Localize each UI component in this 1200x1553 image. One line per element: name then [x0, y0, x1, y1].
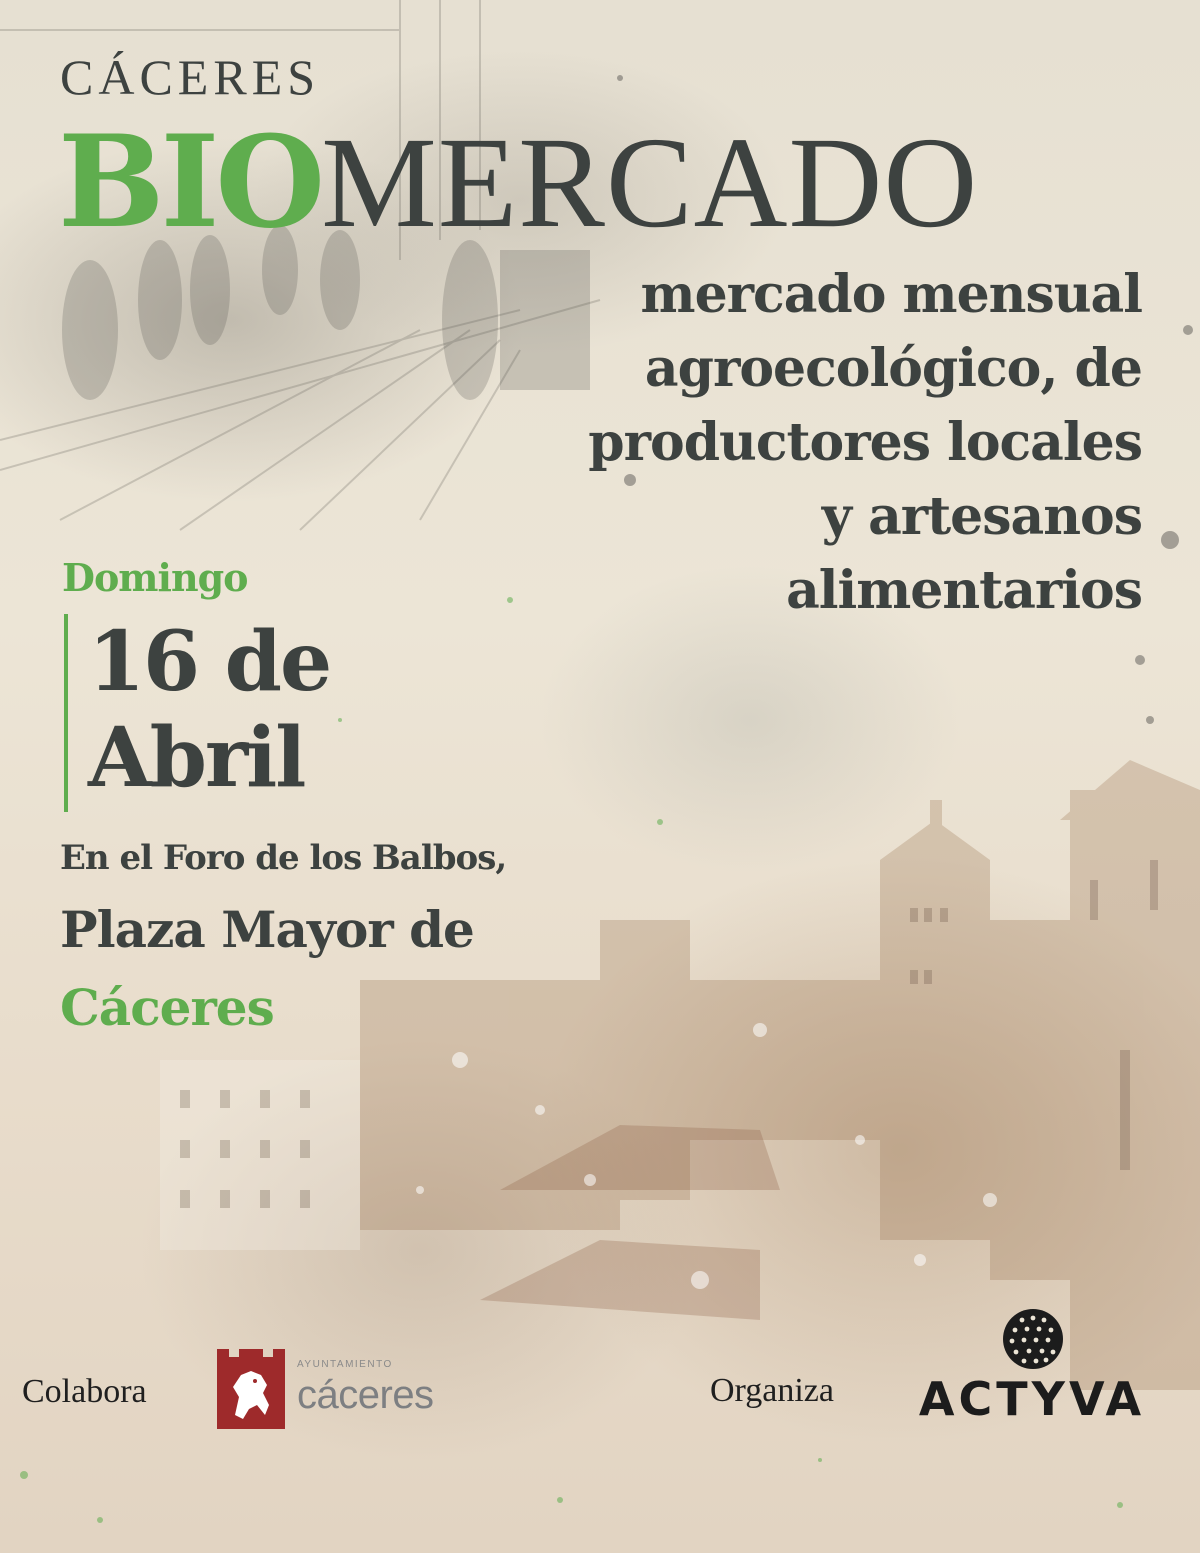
description-line: agroecológico, de — [644, 338, 1142, 399]
event-city: Cáceres — [60, 978, 274, 1037]
poster-title — [58, 108, 979, 256]
actyva-logo — [912, 1308, 1152, 1436]
event-date-line-2: Abril — [88, 710, 305, 806]
collaborator-small-text: AYUNTAMIENTO — [297, 1359, 393, 1370]
description-line: mercado mensual — [640, 264, 1142, 325]
event-date-line-1: 16 de — [88, 614, 331, 710]
ayuntamiento-caceres-logo — [217, 1349, 467, 1429]
event-place: Plaza Mayor de — [60, 900, 474, 959]
event-day: Domingo — [62, 555, 248, 600]
market-description — [502, 258, 1142, 628]
dotted-globe-icon — [1002, 1308, 1064, 1370]
collaborates-label: Colabora — [22, 1373, 147, 1410]
title-bio: BIO — [58, 108, 322, 256]
description-line: productores locales — [588, 412, 1142, 473]
collaborator-name: cáceres — [297, 1373, 434, 1417]
title-mercado: MERCADO — [321, 111, 979, 255]
event-venue: En el Foro de los Balbos, — [60, 838, 507, 878]
event-date — [64, 614, 330, 812]
title-city: CÁCERES — [60, 49, 321, 105]
caceres-shield-icon — [217, 1349, 285, 1429]
organizer-name: ACTYVA — [918, 1372, 1146, 1426]
organizes-label: Organiza — [710, 1372, 834, 1409]
description-line: alimentarios — [786, 560, 1142, 621]
description-line: y artesanos — [821, 486, 1142, 547]
